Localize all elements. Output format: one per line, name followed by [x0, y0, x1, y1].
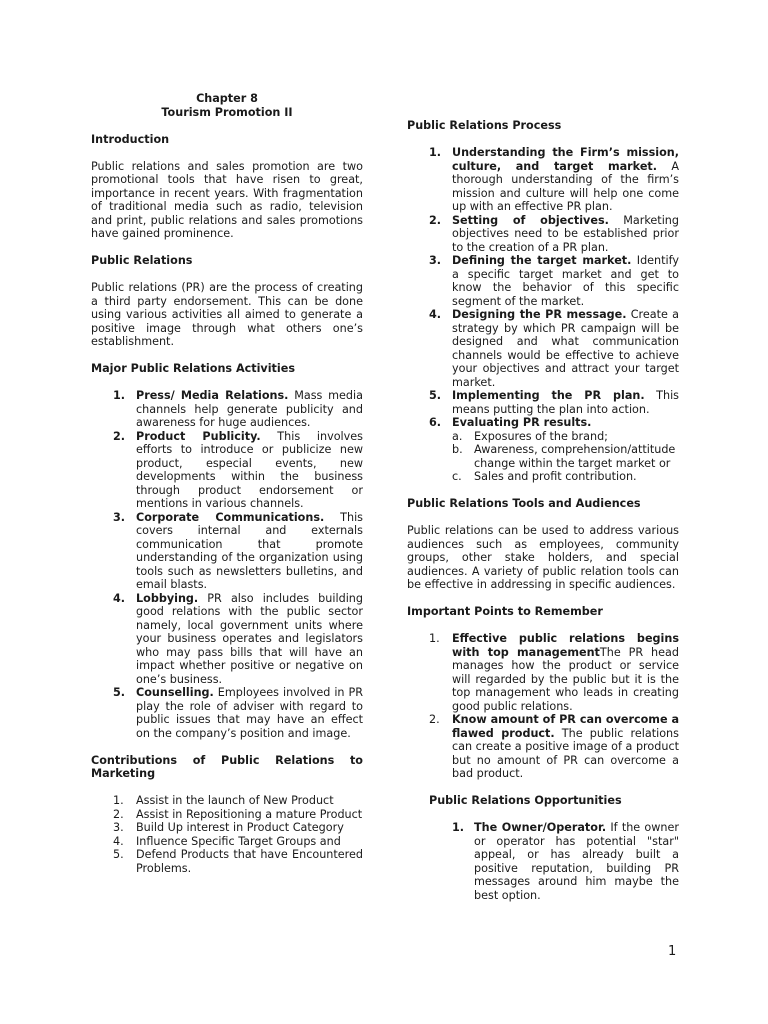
page-number: 1 — [668, 944, 677, 959]
contributions-heading: Contributions of Public Relations to Marketing — [91, 753, 363, 780]
introduction-text: Public relations and sales promotion are two promotional tools that have risen to great, importance in recent years. With fragmentation of traditional media such as radio, television and print, public relations and sales promotions have gained prominence. — [91, 159, 363, 240]
list-item: 5. Defend Products that have Encountered Problems. — [113, 848, 363, 875]
list-item: 3. Build Up interest in Product Category — [113, 821, 344, 834]
public-relations-heading: Public Relations — [91, 254, 193, 267]
introduction-heading: Introduction — [91, 132, 170, 146]
opportunities-list — [407, 821, 679, 902]
list-item: 2. Setting of objectives. Marketing objectives need to be established prior to the creation of a PR plan. — [429, 213, 679, 254]
list-item: 3. Defining the target market. Identify a specific target market and get to know the behavior of this specific segment of the market. — [429, 254, 679, 308]
list-item: b. Awareness, comprehension/attitude change within the target market or — [452, 443, 676, 470]
activities-list — [91, 389, 363, 740]
list-item: 4. Designing the PR message. Create a strategy by which PR campaign will be designed and what communication channels would be effective to achieve your objectives and attract your target market. — [429, 308, 679, 389]
tools-heading: Public Relations Tools and Audiences — [407, 497, 641, 510]
list-item: 6. Evaluating PR results. a. Exposures of the brand; b. Awareness, comprehension/attitude change within the target market or c. Sales and profit contribution. — [407, 416, 679, 484]
chapter-title: Tourism Promotion II — [161, 105, 293, 119]
points-list — [407, 632, 679, 781]
list-item: 2. Product Publicity. This involves efforts to introduce or publicize new product, especial events, new developments within the business through product endorsement or mentions in various channels. — [113, 429, 363, 510]
list-item: 2. Assist in Repositioning a mature Product — [113, 807, 363, 821]
list-item: 2. Know amount of PR can overcome a flawed product. The public relations can create a positive image of a product but no amount of PR can overcome a bad product. — [429, 713, 679, 780]
evaluation-sublist — [452, 430, 679, 484]
chapter-number: Chapter 8 — [196, 92, 258, 105]
list-item: 1. Assist in the launch of New Product — [113, 794, 334, 807]
list-item: 5. Counselling. Employees involved in PR play the role of adviser with regard to public issues that may have an effect on the company’s position and image. — [113, 686, 363, 740]
points-heading: Important Points to Remember — [407, 605, 603, 618]
list-item: 4. Lobbying. PR also includes building good relations with the public sector namely, local government units where your business operates and legislators who may pass bills that will have an impact whether positive or negative on one’s business. — [113, 591, 363, 686]
list-item: 5. Implementing the PR plan. This means putting the plan into action. — [429, 389, 679, 416]
list-item: 1. The Owner/Operator. If the owner or operator has potential "star" appeal, or has already built a positive reputation, building PR messages around him maybe the best option. — [452, 821, 679, 902]
tools-text: Public relations can be used to address various audiences such as employees, community groups, other stake holders, and special audiences. A variety of public relation tools can be effective in addressing in specific audiences. — [407, 524, 679, 591]
list-item: 1. Understanding the Firm’s mission, culture, and target market. A thorough understanding of the firm’s mission and culture will help one come up with an effective PR plan. — [429, 146, 679, 213]
left-column — [91, 92, 363, 875]
public-relations-text: Public relations (PR) are the process of creating a third party endorsement. This can be done using various activities all aimed to generate a positive image through what others one’s establishment. — [91, 281, 363, 348]
list-item: 1. Press/ Media Relations. Mass media channels help generate publicity and awareness for huge audiences. — [113, 389, 363, 429]
right-column — [407, 119, 679, 902]
process-heading: Public Relations Process — [407, 119, 562, 132]
contributions-list — [91, 794, 363, 875]
list-item: a. Exposures of the brand; — [452, 429, 608, 443]
list-item: c. Sales and profit contribution. — [452, 470, 637, 483]
opportunities-heading: Public Relations Opportunities — [429, 794, 622, 807]
activities-heading: Major Public Relations Activities — [91, 362, 295, 375]
list-item: 1. Effective public relations begins with top managementThe PR head manages how the product or service will regarded by the public but it is the top management who leads in creating good public relations. — [429, 632, 679, 713]
process-list — [407, 146, 679, 484]
list-item: 4. Influence Specific Target Groups and — [113, 834, 341, 848]
list-item: 3. Corporate Communications. This covers internal and externals communication that promote understanding of the organization using tools such as newsletters bulletins, and email blasts. — [113, 510, 364, 591]
